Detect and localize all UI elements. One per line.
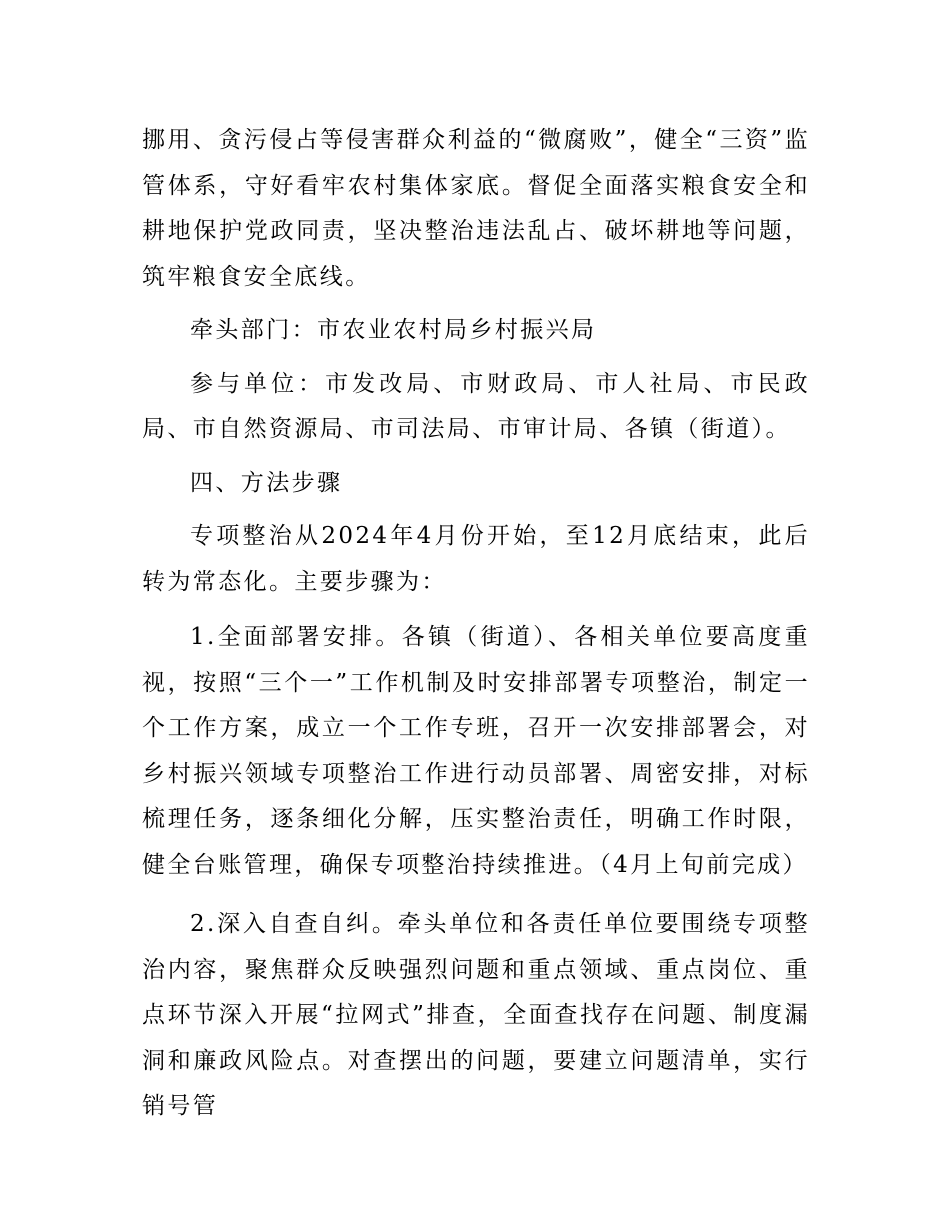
paragraph-continuation: 挪用、贪污侵占等侵害群众利益的“微腐败”，健全“三资”监管体系，守好看牢农村集体家底。督促全面落实粮食安全和耕地保护党政同责，坚决整治违法乱占、破坏耕地等问题，筑牢粮食安全底线。 xyxy=(142,127,810,290)
paragraph-lead-department: 牵头部门：市农业农村局乡村振兴局 xyxy=(190,317,597,343)
section-heading-methods-steps: 四、方法步骤 xyxy=(190,469,343,496)
paragraph-participating-units: 参与单位：市发改局、市财政局、市人社局、市民政局、市自然资源局、市司法局、市审计局、各镇（街道）。 xyxy=(142,370,810,442)
paragraph-step-2: 2.深入自查自纠。牵头单位和各责任单位要围绕专项整治内容，聚焦群众反映强烈问题和重点领域、重点岗位、重点环节深入开展“拉网式”排查，全面查找存在问题、制度漏洞和廉政风险点。对查摆出的问题，要建立问题清单，实行销号管 xyxy=(142,911,810,1119)
document-page xyxy=(142,118,810,1130)
paragraph-step-1: 1.全面部署安排。各镇（街道）、各相关单位要高度重视，按照“三个一”工作机制及时安排部署专项整治，制定一个工作方案，成立一个工作专班，召开一次安排部署会，对乡村振兴领域专项整治工作进行动员部署、周密安排，对标梳理任务，逐条细化分解，压实整治责任，明确工作时限，健全台账管理，确保专项整治持续推进。（4月上旬前完成） xyxy=(142,624,810,878)
paragraph-timeline: 专项整治从2024年4月份开始，至12月底结束，此后转为常态化。主要步骤为： xyxy=(142,523,810,595)
